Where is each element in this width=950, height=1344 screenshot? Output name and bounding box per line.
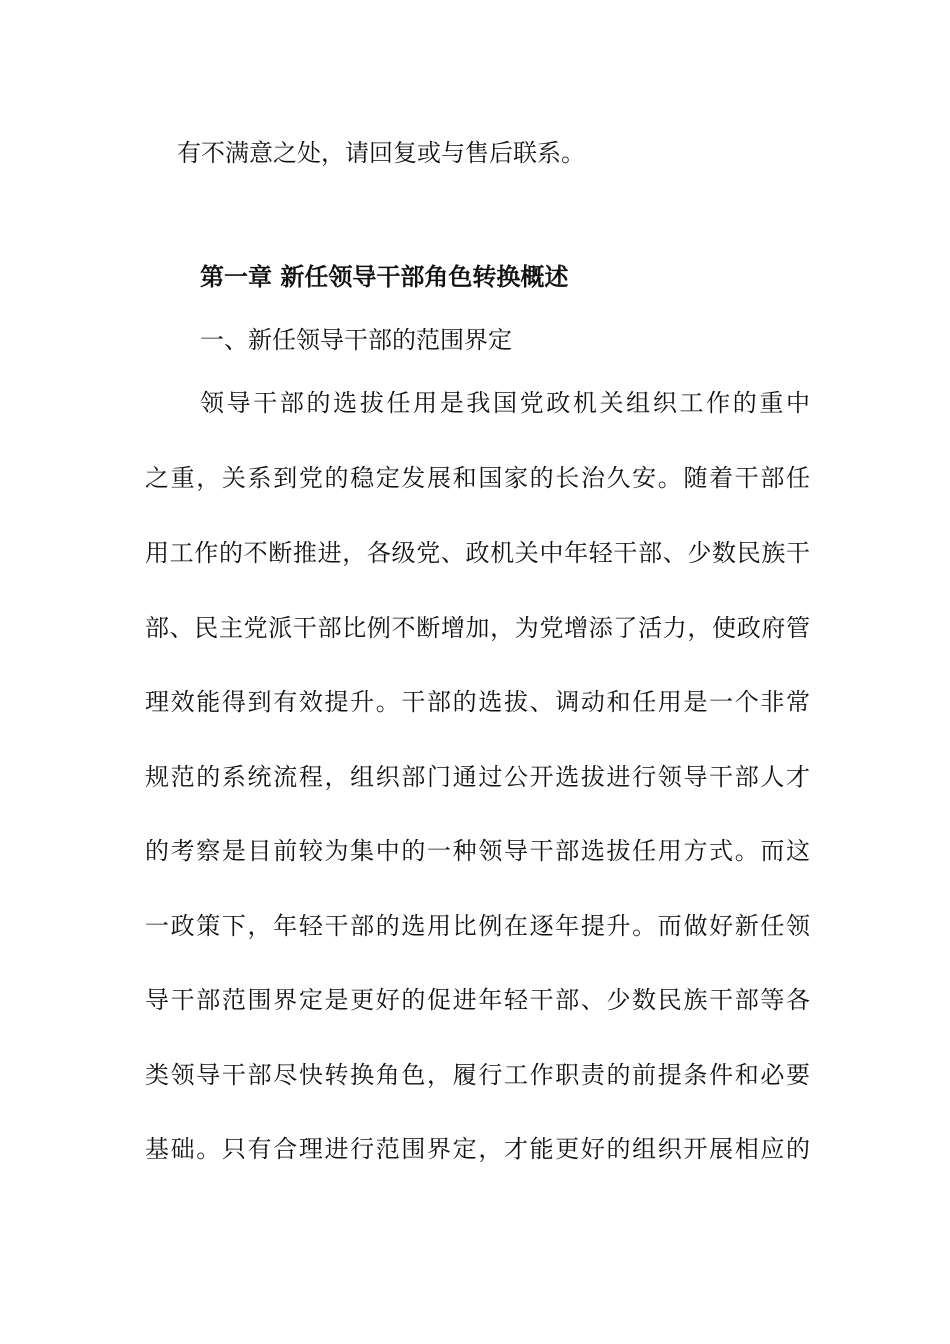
- paragraph-line: 理效能得到有效提升。干部的选拔、调动和任用是一个非常: [145, 688, 810, 716]
- paragraph-line: 用工作的不断推进，各级党、政机关中年轻干部、少数民族干: [145, 539, 810, 567]
- paragraph-line: 类领导干部尽快转换角色，履行工作职责的前提条件和必要: [145, 1061, 810, 1089]
- paragraph-line: 部、民主党派干部比例不断增加，为党增添了活力，使政府管: [145, 614, 810, 642]
- chapter-title: 第一章 新任领导干部角色转换概述: [200, 262, 569, 291]
- paragraph-line: 规范的系统流程，组织部门通过公开选拔进行领导干部人才: [145, 763, 810, 791]
- paragraph-line: 领导干部的选拔任用是我国党政机关组织工作的重中: [200, 389, 810, 417]
- paragraph-line: 一政策下，年轻干部的选用比例在逐年提升。而做好新任领: [145, 912, 810, 940]
- intro-note: 有不满意之处，请回复或与售后联系。: [177, 139, 585, 167]
- paragraph-line: 之重，关系到党的稳定发展和国家的长治久安。随着干部任: [145, 464, 810, 492]
- section-title: 一、新任领导干部的范围界定: [200, 326, 512, 354]
- paragraph-line: 的考察是目前较为集中的一种领导干部选拔任用方式。而这: [145, 837, 810, 865]
- paragraph-line: 导干部范围界定是更好的促进年轻干部、少数民族干部等各: [145, 986, 810, 1014]
- paragraph-line: 基础。只有合理进行范围界定，才能更好的组织开展相应的: [145, 1135, 810, 1163]
